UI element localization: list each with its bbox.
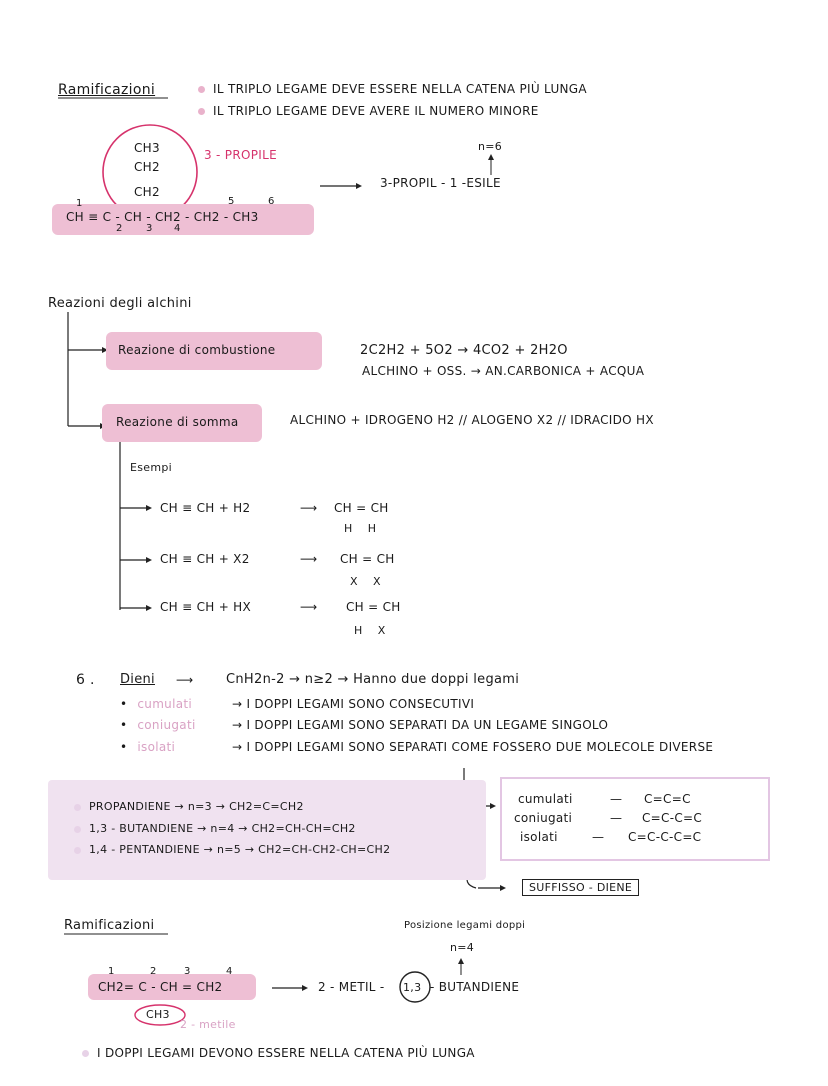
chain2-num-1: 1 xyxy=(108,966,115,977)
main-chain: CH ≡ C - CH - CH2 - CH2 - CH3 xyxy=(66,210,259,224)
example-3-subs: H X xyxy=(354,624,386,637)
type-cumulati-desc: → I DOPPI LEGAMI SONO CONSECUTIVI xyxy=(232,697,475,711)
n-value-2: n=4 xyxy=(450,941,475,954)
combustion-equation: 2C2H2 + 5O2 → 4CO2 + 2H2O xyxy=(360,343,568,358)
summary-isolati: isolati xyxy=(520,830,558,844)
branch-ch2-b: CH2 xyxy=(134,185,160,199)
name-prefix: 2 - METIL - xyxy=(318,980,385,994)
arrow-icon: ⟶ xyxy=(300,501,318,515)
section2-title: Reazioni degli alchini xyxy=(48,296,192,311)
arrow-icon: ⟶ xyxy=(176,673,194,687)
type-cumulati: • cumulati xyxy=(120,697,193,711)
combustion-words: ALCHINO + OSS. → AN.CARBONICA + ACQUA xyxy=(362,364,645,378)
section1-title: Ramificazioni xyxy=(58,82,156,98)
chain-num-1: 1 xyxy=(76,198,83,209)
section3-title: Dieni xyxy=(120,672,155,687)
chain-num-2: 2 xyxy=(116,223,123,234)
chain2-num-3: 3 xyxy=(184,966,191,977)
position-label: Posizione legami doppi xyxy=(404,920,526,931)
chain2-num-2: 2 xyxy=(150,966,157,977)
addition-label: Reazione di somma xyxy=(116,415,239,429)
branch-ch3: CH3 xyxy=(134,141,160,155)
chain-num-6: 6 xyxy=(268,196,275,207)
summary-pattern-1: C=C=C xyxy=(644,792,691,806)
summary-pattern-2: C=C-C=C xyxy=(642,811,703,825)
example-2-product: CH = CH xyxy=(340,552,395,566)
summary-cumulati: cumulati xyxy=(518,792,573,806)
summary-dash-2: — xyxy=(610,811,623,825)
type-coniugati-desc: → I DOPPI LEGAMI SONO SEPARATI DA UN LEGAME SINGOLO xyxy=(232,718,609,732)
chain-num-4: 4 xyxy=(174,223,181,234)
summary-pattern-3: C=C-C-C=C xyxy=(628,830,702,844)
section3-number: 6 . xyxy=(76,672,95,688)
double-bond-positions: 1,3 xyxy=(403,981,422,994)
example-1-left: CH ≡ CH + H2 xyxy=(160,501,251,515)
bullet-icon xyxy=(198,108,205,115)
example-3-left: CH ≡ CH + HX xyxy=(160,600,252,614)
example-1-product: CH = CH xyxy=(334,501,389,515)
suffix-box: SUFFISSO - DIENE xyxy=(522,879,639,896)
addition-desc: ALCHINO + IDROGENO H2 // ALOGENO X2 // IDRACIDO HX xyxy=(290,413,654,427)
rule-2: IL TRIPLO LEGAME DEVE AVERE IL NUMERO MINORE xyxy=(198,104,539,118)
rule-3: I DOPPI LEGAMI DEVONO ESSERE NELLA CATENA PIÙ LUNGA xyxy=(82,1046,475,1060)
summary-dash-3: — xyxy=(592,830,605,844)
type-coniugati: • coniugati xyxy=(120,718,196,732)
dieni-example-3: 1,4 - PENTANDIENE → n=5 → CH2=CH-CH2-CH=CH2 xyxy=(74,843,390,856)
chain-num-5: 5 xyxy=(228,196,235,207)
type-isolati-desc: → I DOPPI LEGAMI SONO SEPARATI COME FOSSERO DUE MOLECOLE DIVERSE xyxy=(232,740,714,754)
example-3-product: CH = CH xyxy=(346,600,401,614)
combustion-label: Reazione di combustione xyxy=(118,343,276,357)
dieni-example-1: PROPANDIENE → n=3 → CH2=C=CH2 xyxy=(74,800,304,813)
dieni-example-2: 1,3 - BUTANDIENE → n=4 → CH2=CH-CH=CH2 xyxy=(74,822,356,835)
chain2-num-4: 4 xyxy=(226,966,233,977)
examples-label: Esempi xyxy=(130,461,173,474)
summary-coniugati: coniugati xyxy=(514,811,573,825)
main-chain-2: CH2= C - CH = CH2 xyxy=(98,980,223,994)
branch-ch3-2: CH3 xyxy=(146,1008,170,1021)
section4-title: Ramificazioni xyxy=(64,918,155,933)
rule-1: IL TRIPLO LEGAME DEVE ESSERE NELLA CATENA PIÙ LUNGA xyxy=(198,82,587,96)
branch-label: 3 - PROPILE xyxy=(204,148,277,162)
n-value: n=6 xyxy=(478,140,503,153)
arrow-icon: ⟶ xyxy=(300,600,318,614)
example-2-subs: X X xyxy=(350,575,381,588)
dieni-formula: CnH2n-2 → n≥2 → Hanno due doppi legami xyxy=(226,672,520,687)
compound-name: 3-PROPIL - 1 -ESILE xyxy=(380,176,501,190)
type-isolati: • isolati xyxy=(120,740,176,754)
example-1-subs: H H xyxy=(344,522,377,535)
summary-dash-1: — xyxy=(610,792,623,806)
arrow-icon: ⟶ xyxy=(300,552,318,566)
branch-label-2: 2 - metile xyxy=(180,1018,236,1031)
branch-ch2-a: CH2 xyxy=(134,160,160,174)
example-2-left: CH ≡ CH + X2 xyxy=(160,552,250,566)
name-suffix: - BUTANDIENE xyxy=(430,980,520,994)
chain-num-3: 3 xyxy=(146,223,153,234)
bullet-icon xyxy=(198,86,205,93)
